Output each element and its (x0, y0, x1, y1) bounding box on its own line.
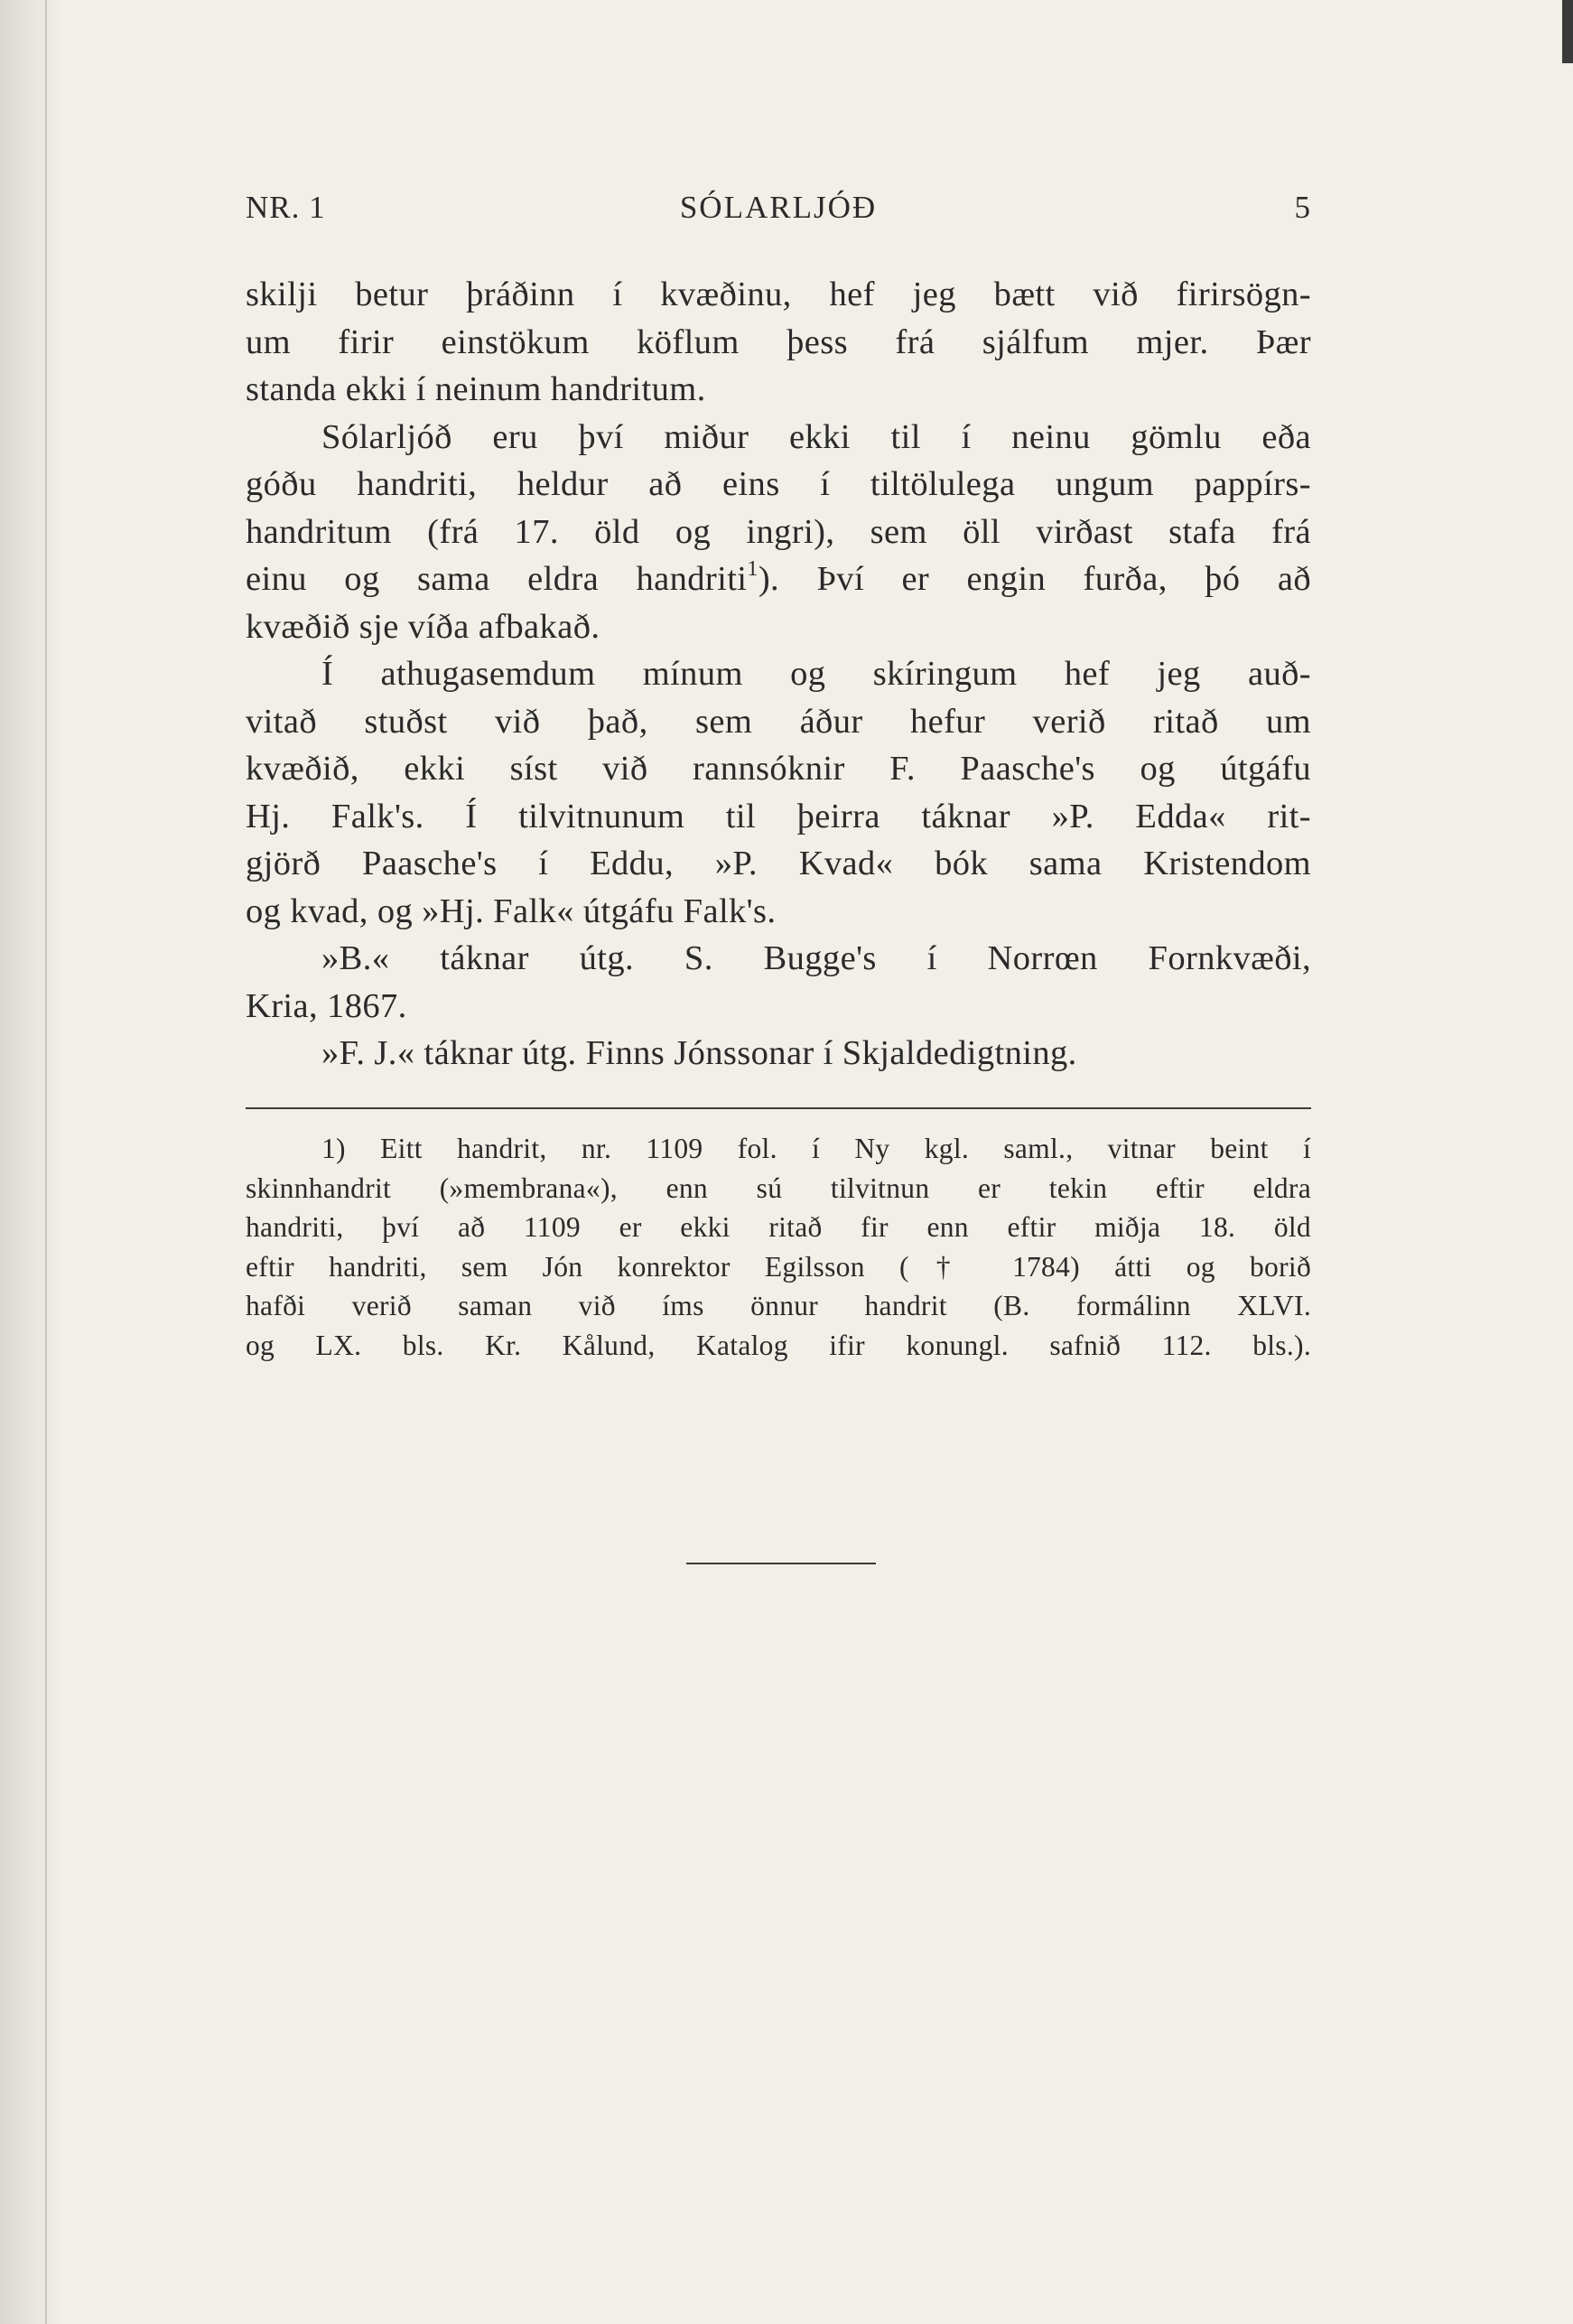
text-segment: ). Því er engin furða, þó að (758, 560, 1312, 598)
text-line-with-footnote-ref (246, 555, 1311, 603)
text-line: kvæðið, ekki síst við rannsóknir F. Paasche's og útgáfu (246, 750, 1311, 788)
footnote-line: 1) Eitt handrit, nr. 1109 fol. í Ny kgl. saml., vitnar beint í (321, 1133, 1311, 1164)
text-line: um firir einstökum köflum þess frá sjálfum mjer. Þær (246, 322, 1311, 361)
text-line: »B.« táknar útg. S. Bugge's í Norrœn Fornkvæði, (321, 939, 1311, 977)
scan-binding-line (45, 0, 47, 2324)
text-line: kvæðið sje víða afbakað. (246, 607, 600, 646)
text-line: vitað stuðst við það, sem áður hefur verið ritað um (246, 702, 1311, 741)
text-line: gjörð Paasche's í Eddu, »P. Kvad« bók sama Kristendom (246, 845, 1311, 882)
running-header (246, 190, 1311, 235)
text-line: góðu handriti, heldur að eins í tiltölulega ungum pappírs- (246, 465, 1311, 503)
footnote-reference: 1 (747, 557, 759, 582)
footnote-line: eftir handriti, sem Jón konrektor Egilsson († 1784) átti og borið (246, 1250, 1311, 1283)
text-line: handritum (frá 17. öld og ingri), sem öll virðast stafa frá (246, 512, 1311, 551)
section-end-rule (686, 1563, 876, 1564)
text-segment: einu og sama eldra handriti (246, 560, 748, 598)
text-line: standa ekki í neinum handritum. (246, 370, 706, 408)
text-line: skilji betur þráðinn í kvæðinu, hef jeg bætt við firirsögn- (246, 275, 1311, 313)
text-line: Í athugasemdum mínum og skíringum hef jeg auð- (321, 655, 1311, 693)
issue-number: NR. 1 (246, 190, 326, 225)
footnote-separator (246, 1107, 1311, 1109)
page-number: 5 (1294, 190, 1311, 225)
footnote-line: hafði verið saman við íms önnur handrit (B. formálinn XLVI. (246, 1290, 1311, 1321)
text-line: Hj. Falk's. Í tilvitnunum til þeirra táknar »P. Edda« rit- (246, 797, 1311, 835)
footnotes (246, 1129, 1311, 1365)
footnote-line: handriti, því að 1109 er ekki ritað fir enn eftir miðja 18. öld (246, 1211, 1311, 1243)
text-line: og kvad, og »Hj. Falk« útgáfu Falk's. (246, 891, 777, 930)
main-text (246, 271, 1311, 1078)
text-line: Kria, 1867. (246, 986, 407, 1025)
text-line: Sólarljóð eru því miður ekki til í neinu gömlu eða (321, 417, 1311, 456)
footnote-line: skinnhandrit (»membrana«), enn sú tilvitnun er tekin eftir eldra (246, 1171, 1311, 1204)
scan-corner-shadow (1562, 0, 1573, 63)
running-title: SÓLARLJÓÐ (679, 190, 878, 225)
footnote-line: og LX. bls. Kr. Kålund, Katalog ifir konungl. safnið 112. bls.). (246, 1329, 1311, 1361)
text-line: »F. J.« táknar útg. Finns Jónssonar í Skjaldedigtning. (321, 1034, 1077, 1072)
scan-binding-shadow (0, 0, 63, 2324)
